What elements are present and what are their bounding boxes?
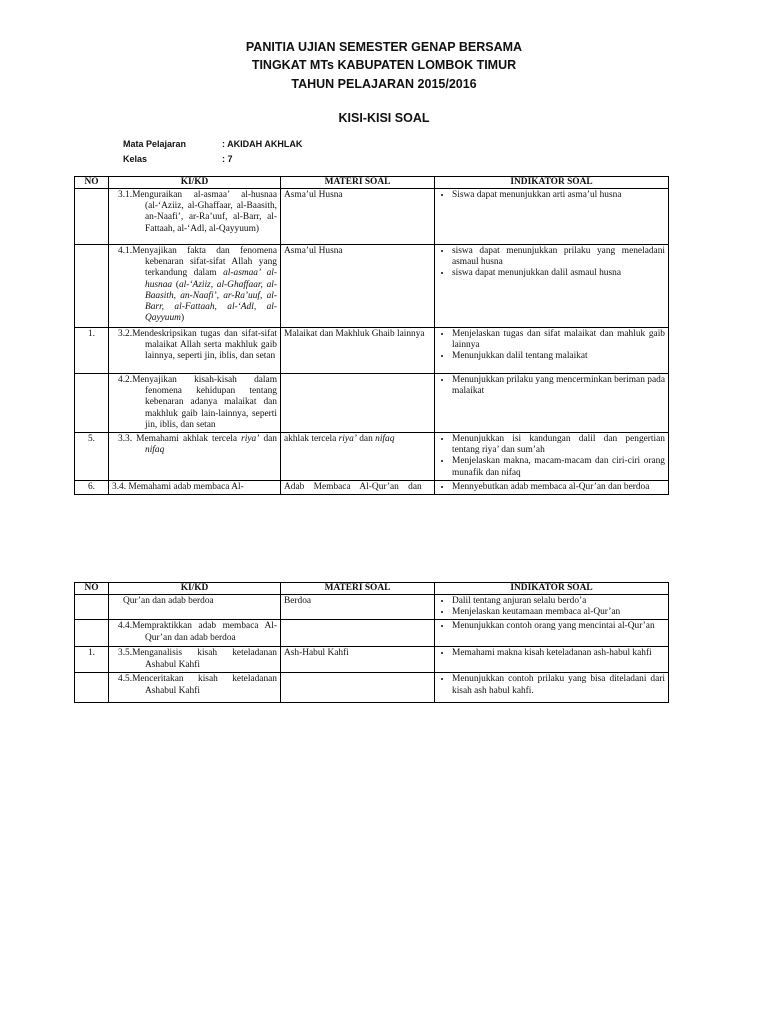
kisi-kisi-table-1 — [74, 176, 669, 495]
row-kikd — [109, 245, 281, 328]
row-kikd — [109, 433, 281, 481]
indicator-item: • Menunjukkan contoh prilaku yang bisa diteladani dari kisah ash habul kahfi. — [452, 674, 665, 696]
row-no — [75, 189, 109, 245]
materi-text: dan — [356, 434, 376, 445]
kd-text: dan — [259, 434, 277, 445]
col-header-indikator: INDIKATOR SOAL — [435, 177, 669, 189]
subject-label: Mata Pelajaran — [123, 139, 187, 149]
row-materi: Adab Membaca Al-Qur’an dan — [281, 480, 435, 494]
kd-text-italic: riya’ — [241, 434, 260, 445]
row-indikator — [435, 647, 669, 673]
indicator-item: • Siswa dapat menunjukkan arti asma’ul husna — [452, 190, 665, 201]
kd-number: 4.5. — [118, 674, 133, 685]
class-value: : 7 — [222, 154, 233, 164]
col-header-indikator: INDIKATOR SOAL — [435, 583, 669, 595]
kd-text: Menceritakan kisah keteladanan Ashabul Kahfi — [132, 674, 277, 696]
col-header-kikd: KI/KD — [109, 583, 281, 595]
materi-text: akhlak tercela — [284, 434, 339, 445]
row-materi: Berdoa — [281, 595, 435, 620]
kd-text-italic: al-‘Aziiz, al-Ghaffaar, al-Baasith, an-Naafi’, ar-Ra’uuf, al-Barr, al-Fattaah, al-‘Adl, al-Qayyuum — [145, 279, 277, 324]
kd-text: ( — [172, 279, 179, 290]
indicator-item: • Memahami makna kisah keteladanan ash-habul kahfi — [452, 648, 665, 659]
indicator-item: • Menjelaskan keutamaan membaca al-Qur’an — [452, 607, 665, 618]
table-row — [75, 595, 669, 620]
row-no: 5. — [75, 433, 109, 481]
row-no: 1. — [75, 328, 109, 374]
header-line-1: PANITIA UJIAN SEMESTER GENAP BERSAMA — [245, 40, 523, 54]
indicator-item: • Menunjukkan dalil tentang malaikat — [452, 351, 665, 362]
row-indikator — [435, 189, 669, 245]
kd-text-italic: al-asmaa’ al-husnaa — [145, 268, 277, 290]
table-row — [75, 433, 669, 481]
col-header-no: NO — [75, 583, 109, 595]
indicator-item: • siswa dapat menunjukkan dalil asmaul husna — [452, 268, 665, 279]
kd-number: 3.5. — [118, 648, 133, 659]
row-kikd — [109, 374, 281, 433]
table-row — [75, 647, 669, 673]
kd-text-italic: nifaq — [145, 445, 165, 456]
row-materi — [281, 374, 435, 433]
table-row — [75, 328, 669, 374]
kd-text: Menyajikan fakta dan fenomena kebenaran sifat-sifat Allah yang terkandung dalam — [132, 246, 277, 279]
row-kikd: Qur’an dan adab berdoa — [109, 595, 281, 620]
row-no — [75, 620, 109, 647]
row-no — [75, 374, 109, 433]
row-kikd — [109, 673, 281, 703]
indicator-item: • Menunjukkan contoh orang yang mencintai al-Qur’an — [452, 621, 665, 632]
row-kikd — [109, 647, 281, 673]
table-row — [75, 673, 669, 703]
table-row — [75, 245, 669, 328]
col-header-materi: MATERI SOAL — [281, 177, 435, 189]
row-no — [75, 673, 109, 703]
indicator-item: • Menjelaskan tugas dan sifat malaikat dan mahluk gaib lainnya — [452, 329, 665, 351]
row-indikator — [435, 245, 669, 328]
kd-text: Mempraktikkan adab membaca Al-Qur’an dan adab berdoa — [132, 621, 277, 643]
kd-number: 3.3. — [118, 434, 133, 445]
table-row — [75, 189, 669, 245]
row-no — [75, 595, 109, 620]
row-kikd — [109, 480, 281, 494]
kd-number: 3.2. — [118, 329, 133, 339]
row-indikator — [435, 433, 669, 481]
table-header-row — [75, 583, 669, 595]
row-kikd — [109, 189, 281, 245]
table-row — [75, 480, 669, 494]
kisi-kisi-table-2 — [74, 582, 669, 703]
kd-number: 3.4. — [112, 481, 127, 492]
row-materi — [281, 433, 435, 481]
row-kikd — [109, 620, 281, 647]
header-line-2: TINGKAT MTs KABUPATEN LOMBOK TIMUR — [251, 58, 517, 72]
col-header-no: NO — [75, 177, 109, 189]
row-no: 6. — [75, 480, 109, 494]
row-no: 1. — [75, 647, 109, 673]
header-line-3: TAHUN PELAJARAN 2015/2016 — [291, 77, 477, 91]
col-header-kikd: KI/KD — [109, 177, 281, 189]
kd-text: Menyajikan kisah-kisah dalam fenomena kehidupan tentang kebenaran adanya malaikat dan makhluk gaib lain-lainnya, seperti jin, iblis, dan setan — [132, 375, 277, 430]
table-row — [75, 620, 669, 647]
indicator-item: • Dalil tentang anjuran selalu berdo’a — [452, 596, 665, 607]
row-materi — [281, 673, 435, 703]
row-kikd — [109, 328, 281, 374]
kd-number: 3.1. — [118, 190, 133, 200]
row-materi: Asma’ul Husna — [281, 245, 435, 328]
document-title: KISI-KISI SOAL — [338, 111, 430, 125]
kd-number: 4.4. — [118, 621, 133, 632]
materi-text-italic: nifaq — [375, 434, 395, 445]
materi-text-italic: riya’ — [338, 434, 357, 445]
subject-value: : AKIDAH AKHLAK — [222, 139, 303, 149]
indicator-item: • Menunjukkan isi kandungan dalil dan pengertian tentang riya’ dan sum’ah — [452, 434, 665, 456]
row-indikator — [435, 480, 669, 494]
indicator-item: • Menunjukkan prilaku yang mencerminkan beriman pada malaikat — [452, 375, 665, 397]
col-header-materi: MATERI SOAL — [281, 583, 435, 595]
kd-number: 4.1. — [118, 246, 133, 256]
row-materi: Ash-Habul Kahfi — [281, 647, 435, 673]
kd-text: ) — [180, 313, 185, 324]
indicator-item: • siswa dapat menunjukkan prilaku yang meneladani asmaul husna — [452, 246, 665, 268]
indicator-item: • Mennyebutkan adab membaca al-Qur’an dan berdoa — [452, 482, 665, 493]
row-materi: Asma’ul Husna — [281, 189, 435, 245]
indicator-item: • Menjelaskan makna, macam-macam dan ciri-ciri orang munafik dan nifaq — [452, 456, 665, 478]
row-indikator — [435, 374, 669, 433]
class-label: Kelas — [123, 154, 148, 164]
row-indikator — [435, 673, 669, 703]
row-materi — [281, 620, 435, 647]
table-header-row — [75, 177, 669, 189]
row-indikator — [435, 620, 669, 647]
table-row — [75, 374, 669, 433]
row-indikator — [435, 328, 669, 374]
row-materi: Malaikat dan Makhluk Ghaib lainnya — [281, 328, 435, 374]
kd-number: 4.2. — [118, 375, 133, 385]
row-no — [75, 245, 109, 328]
kd-text: Memahami adab membaca Al- — [126, 481, 244, 492]
kd-text: Memahami akhlak tercela — [132, 434, 242, 445]
kd-text: Mendeskripsikan tugas dan sifat-sifat malaikat Allah serta makhluk gaib lainnya, seperti jin, iblis, dan setan — [132, 329, 277, 362]
row-indikator — [435, 595, 669, 620]
kd-text: Menguraikan al-asmaa’ al-husnaa (al-‘Aziiz, al-Ghaffaar, al-Baasith, an-Naafi’, ar-Ra’uuf, al-Barr, al-Fattaah, al-‘Adl, al-Qayyuum) — [132, 190, 277, 234]
kd-text: Menganalisis kisah keteladanan Ashabul Kahfi — [132, 648, 277, 670]
